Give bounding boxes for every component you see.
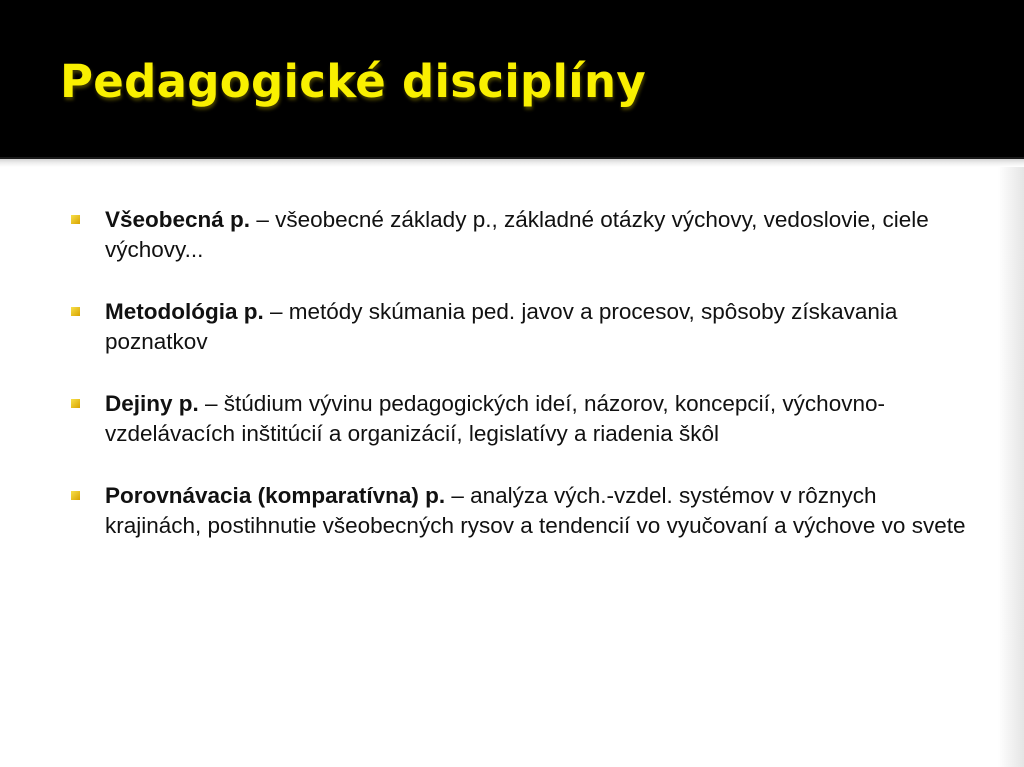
square-bullet-icon (71, 307, 80, 316)
bullet-term: Dejiny p. (105, 391, 199, 416)
slide-title: Pedagogické disciplíny (60, 55, 646, 108)
bullet-text: – metódy skúmania ped. javov a procesov, spôsoby získavania poznatkov (105, 299, 898, 354)
bullet-text: – všeobecné základy p., základné otázky výchovy, vedoslovie, ciele výchovy... (105, 207, 929, 262)
bullet-term: Porovnávacia (komparatívna) p. (105, 483, 446, 508)
bullet-item-vseobecna (71, 205, 971, 265)
bullet-list (71, 205, 971, 573)
bullet-term: Metodológia p. (105, 299, 264, 324)
bullet-item-dejiny (71, 389, 971, 449)
square-bullet-icon (71, 491, 80, 500)
bullet-term: Všeobecná p. (105, 207, 251, 232)
bullet-text: – štúdium vývinu pedagogických ideí, názorov, koncepcií, výchovno-vzdelávacích inštitúcií a organizácií, legislatívy a riadenia škôl (105, 391, 885, 446)
title-divider-shadow (0, 159, 1024, 167)
title-bar (0, 0, 1024, 157)
square-bullet-icon (71, 215, 80, 224)
square-bullet-icon (71, 399, 80, 408)
bullet-item-porovnavacia (71, 481, 971, 541)
slide-edge-shade (998, 167, 1024, 767)
bullet-text: – analýza vých.-vzdel. systémov v rôznych krajinách, postihnutie všeobecných rysov a tendencií vo vyučovaní a výchove vo svete (105, 483, 966, 538)
bullet-item-metodologia (71, 297, 971, 357)
